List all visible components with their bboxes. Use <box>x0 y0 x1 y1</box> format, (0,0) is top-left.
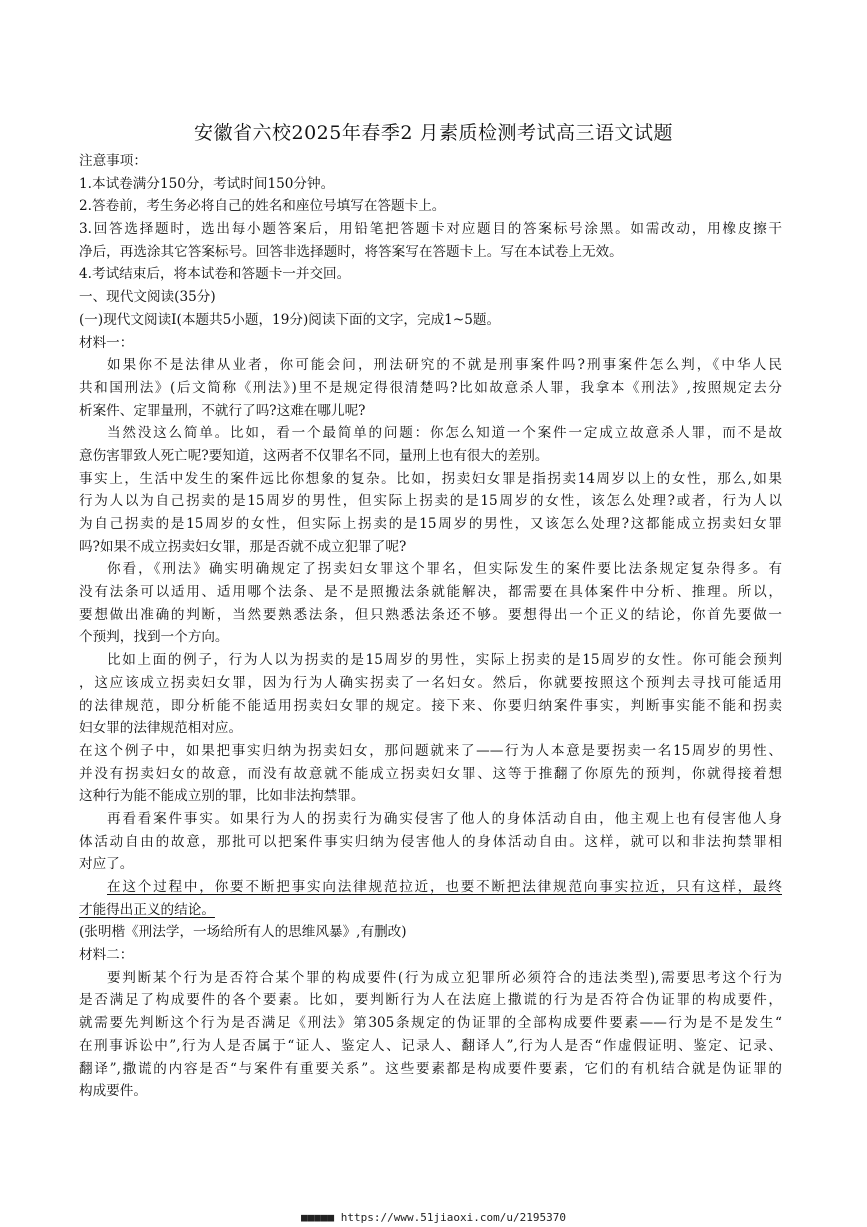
paragraph-line: 你看，《刑法》确实明确规定了拐卖妇女罪这个罪名，但实际发生的案件要比法条规定复杂得多。有 <box>107 561 782 578</box>
paragraph-line: 比如上面的例子，行为人以为拐卖的是15周岁的男性，实际上拐卖的是15周岁的女性。你可能会预判 <box>107 652 782 669</box>
paragraph-line: 对应了。 <box>79 856 134 873</box>
underlined-conclusion-line <box>79 899 782 922</box>
paragraph-line: 行为人以为自己拐卖的是15周岁的男性，但实际上拐卖的是15周岁的女性，该怎么处理?或者，行为人以 <box>79 493 782 510</box>
material-1-source: (张明楷《刑法学，一场给所有人的思维风暴》,有删改) <box>79 924 407 941</box>
notes-item-3b: 净后，再选涂其它答案标号。回答非选择题时，将答案写在答题卡上。写在本试卷上无效。 <box>79 243 623 260</box>
notes-item-4: 4.考试结束后，将本试卷和答题卡一并交回。 <box>79 266 351 283</box>
paragraph-line: ，这应该成立拐卖妇女罪，因为行为人确实拐卖了一名妇女。然后，你就要按照这个预判去寻找可能适用 <box>79 674 782 691</box>
paragraph-line: 共和国刑法》(后文简称《刑法》)里不是规定得很清楚吗?比如故意杀人罪，我拿本《刑法》,按照规定去分 <box>79 379 782 396</box>
paragraph-line: 在这个例子中，如果把事实归纳为拐卖妇女，那问题就来了——行为人本意是要拐卖一名15周岁的男性、 <box>79 742 782 759</box>
paragraph-line: 并没有拐卖妇女的故意，而没有故意就不能成立拐卖妇女罪、这等于推翻了你原先的预判，你就得接着想 <box>79 765 782 782</box>
page-title: 安徽省六校2025年春季2 月素质检测考试高三语文试题 <box>194 122 673 144</box>
paragraph-line: 要判断某个行为是否符合某个罪的构成要件(行为成立犯罪所必须符合的违法类型),需要思考这个行为 <box>107 969 782 986</box>
notes-item-1: 1.本试卷满分150分，考试时间150分钟。 <box>79 175 335 192</box>
underlined-text: 才能得出正义的结论。 <box>79 901 215 918</box>
paragraph-line: 没有法条可以适用、适用哪个法条、是不是照搬法条就能解决，都需要在具体案件中分析、推理。所以， <box>79 584 782 601</box>
paragraph-line: 事实上，生活中发生的案件远比你想象的复杂。比如，拐卖妇女罪是指拐卖14周岁以上的女性，那么,如果 <box>79 470 782 487</box>
footer-url: ■■■■■ https://www.51jiaoxi.com/u/2195370 <box>301 1211 566 1224</box>
underlined-conclusion-line <box>79 876 782 899</box>
paragraph-line: 吗?如果不成立拐卖妇女罪，那是否就不成立犯罪了呢? <box>79 538 407 555</box>
paragraph-line: 意伤害罪致人死亡呢?要知道，这两者不仅罪名不同，量刑上也有很大的差别。 <box>79 447 549 464</box>
paragraph-line: 构成要件。 <box>79 1083 147 1100</box>
notes-heading: 注意事项： <box>79 153 147 169</box>
material-1-label: 材料一： <box>79 334 134 351</box>
notes-item-2: 2.答卷前，考生务必将自己的姓名和座位号填写在答题卡上。 <box>79 198 446 215</box>
paragraph-line: 如果你不是法律从业者，你可能会问，刑法研究的不就是刑事案件吗?刑事案件怎么判，《中华人民 <box>107 357 782 374</box>
subsection-heading: (一)现代文阅读I(本题共5小题，19分)阅读下面的文字，完成1~5题。 <box>79 311 501 328</box>
paragraph-line: 的法律规范，即分析能不能适用拐卖妇女罪的规定。接下来、你要归纳案件事实，判断事实能不能和拐卖 <box>79 697 782 714</box>
paragraph-line: 为自己拐卖的是15周岁的女性，但实际上拐卖的是15周岁的男性，又该怎么处理?这都能成立拐卖妇女罪 <box>79 516 782 532</box>
document-body <box>79 150 782 1103</box>
paragraph-line: 当然没这么简单。比如，看一个最简单的问题：你怎么知道一个案件一定成立故意杀人罪，而不是故 <box>107 425 782 442</box>
paragraph-line: 体活动自由的故意，那批可以把案件事实归纳为侵害他人的身体活动自由。这样，就可以和非法拘禁罪相 <box>79 833 782 850</box>
paragraph-line: 妇女罪的法律规范相对应。 <box>79 720 243 737</box>
paragraph-line: 要想做出准确的判断，当然要熟悉法条，但只熟悉法条还不够。要想得出一个正义的结论，你首先要做一 <box>79 606 782 623</box>
paragraph-line: 个预判，找到一个方向。 <box>79 629 229 646</box>
paragraph-line: 就需要先判断这个行为是否满足《刑法》第305条规定的伪证罪的全部构成要件要素——行为是不是发生“ <box>79 1015 782 1032</box>
paragraph-line: 在刑事诉讼中”,行为人是否属于“证人、鉴定人、记录人、翻译人”,行为人是否“作虚假证明、鉴定、记录、 <box>79 1037 782 1054</box>
notes-item-3a: 3.回答选择题时，选出每小题答案后，用铅笔把答题卡对应题目的答案标号涂黑。如需改动，用橡皮擦干 <box>79 221 782 238</box>
paragraph-line: 翻译”,撒谎的内容是否“与案件有重要关系”。这些要素都是构成要件要素，它们的有机结合就是伪证罪的 <box>79 1060 782 1077</box>
paragraph-line: 是否满足了构成要件的各个要素。比如，要判断行为人在法庭上撒谎的行为是否符合伪证罪的构成要件， <box>79 992 782 1009</box>
paragraph-line: 这种行为能不能成立别的罪，比如非法拘禁罪。 <box>79 788 365 805</box>
section-heading: 一、现代文阅读(35分) <box>79 289 216 306</box>
material-2-label: 材料二： <box>79 947 134 964</box>
paragraph-line: 析案件、定罪量刑，不就行了吗?这难在哪儿呢? <box>79 402 366 419</box>
underlined-text: 在这个过程中，你要不断把事实向法律规范拉近，也要不断把法律规范向事实拉近，只有这样，最终 <box>107 879 782 895</box>
paragraph-line: 再看看案件事实。如果行为人的拐卖行为确实侵害了他人的身体活动自由，他主观上也有侵害他人身 <box>107 810 782 827</box>
